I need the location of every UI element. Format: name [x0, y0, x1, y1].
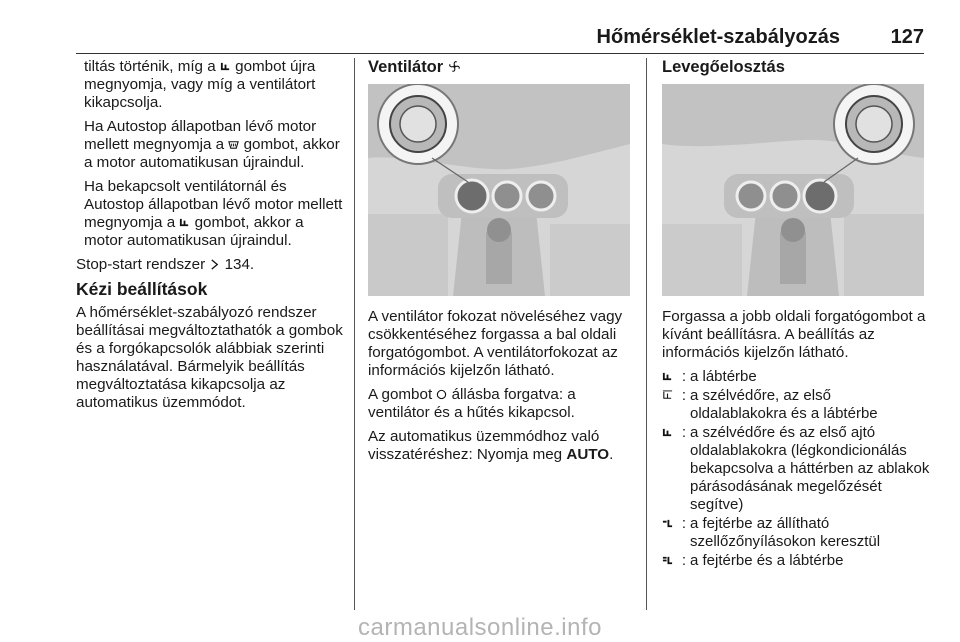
paragraph-3: Ha bekapcsolt ventilátornál és Autostop állapotban lévő motor mellett megnyomja a gombot, akkor a motor automatikusan újraindul.	[84, 178, 343, 249]
auto-label: AUTO	[566, 446, 610, 463]
header-rule	[76, 53, 924, 54]
illustration-air-distribution-control	[662, 84, 924, 296]
section-heading: Levegőelosztás	[662, 58, 785, 76]
feet-icon	[662, 368, 678, 386]
legend-item: : a fejtérbe és a lábtérbe	[662, 552, 930, 570]
legend-item: : a szélvédőre és az első ajtó oldalablakokra (légkondicionálás bekapcsolva a háttérben az ablakok párásodásának megelőzését segítve)	[662, 424, 930, 514]
off-circle-icon	[436, 389, 447, 400]
watermark: carmanualsonline.info	[358, 614, 602, 641]
column-middle	[368, 58, 634, 470]
head-feet-icon	[662, 552, 678, 570]
paragraph-2: Ha Autostop állapotban lévő motor mellett megnyomja a gombot, akkor a motor automatikusan újraindul.	[84, 118, 340, 171]
cross-reference[interactable]: Stop-start rendszer 134.	[76, 256, 255, 273]
column-left	[76, 58, 346, 418]
rear-defrost-icon	[228, 139, 239, 150]
legend-item: : a fejtérbe az állítható szellőzőnyílásokon keresztül	[662, 515, 930, 551]
fan-icon	[448, 60, 461, 73]
head-icon	[662, 515, 678, 551]
column-divider	[646, 58, 647, 610]
page-title: Hőmérséklet-szabályozás	[596, 26, 840, 48]
windscreen-side-feet-icon	[662, 387, 678, 423]
paragraph-1: Forgassa a jobb oldali forgatógombot a kívánt beállításra. A beállítás az információs kijelzőn látható.	[662, 308, 926, 361]
air-distribution-legend	[662, 368, 930, 570]
paragraph	[76, 58, 346, 250]
legend-item: : a szélvédőre, az első oldalablakokra és a lábtérbe	[662, 387, 930, 423]
page-number: 127	[890, 26, 924, 48]
paragraph-3: Az automatikus üzemmódhoz való visszatéréshez: Nyomja meg AUTO.	[368, 428, 614, 463]
column-divider	[354, 58, 355, 610]
illustration-fan-control	[368, 84, 630, 296]
paragraph-1: A ventilátor fokozat növeléséhez vagy csökkentéséhez forgassa a bal oldali forgatógombot. A ventilátorfokozat az információs kijelzőn látható.	[368, 308, 623, 379]
section-heading: Kézi beállítások	[76, 279, 208, 299]
section-heading: Ventilátor	[368, 58, 634, 76]
reference-arrow-icon	[209, 259, 220, 270]
feet-icon	[220, 61, 231, 72]
column-right	[662, 58, 930, 571]
paragraph-1: tiltás történik, míg a gombot újra megnyomja, vagy míg a ventilátort kikapcsolja.	[84, 58, 316, 111]
windscreen-side-icon	[662, 424, 678, 514]
legend-item: : a lábtérbe	[662, 368, 930, 386]
paragraph-2: A gombot állásba forgatva: a ventilátor és a hűtés kikapcsol.	[368, 386, 576, 421]
page-header	[76, 20, 924, 54]
paragraph-manual: A hőmérséklet-szabályozó rendszer beállításai megváltoztathatók a gombok és a forgókapcsolók alábbiak szerinti használatával. Bármelyik beállítás megváltoztatása kikapcsolja az automatikus üzemmódot.	[76, 304, 343, 411]
feet-icon	[179, 217, 190, 228]
